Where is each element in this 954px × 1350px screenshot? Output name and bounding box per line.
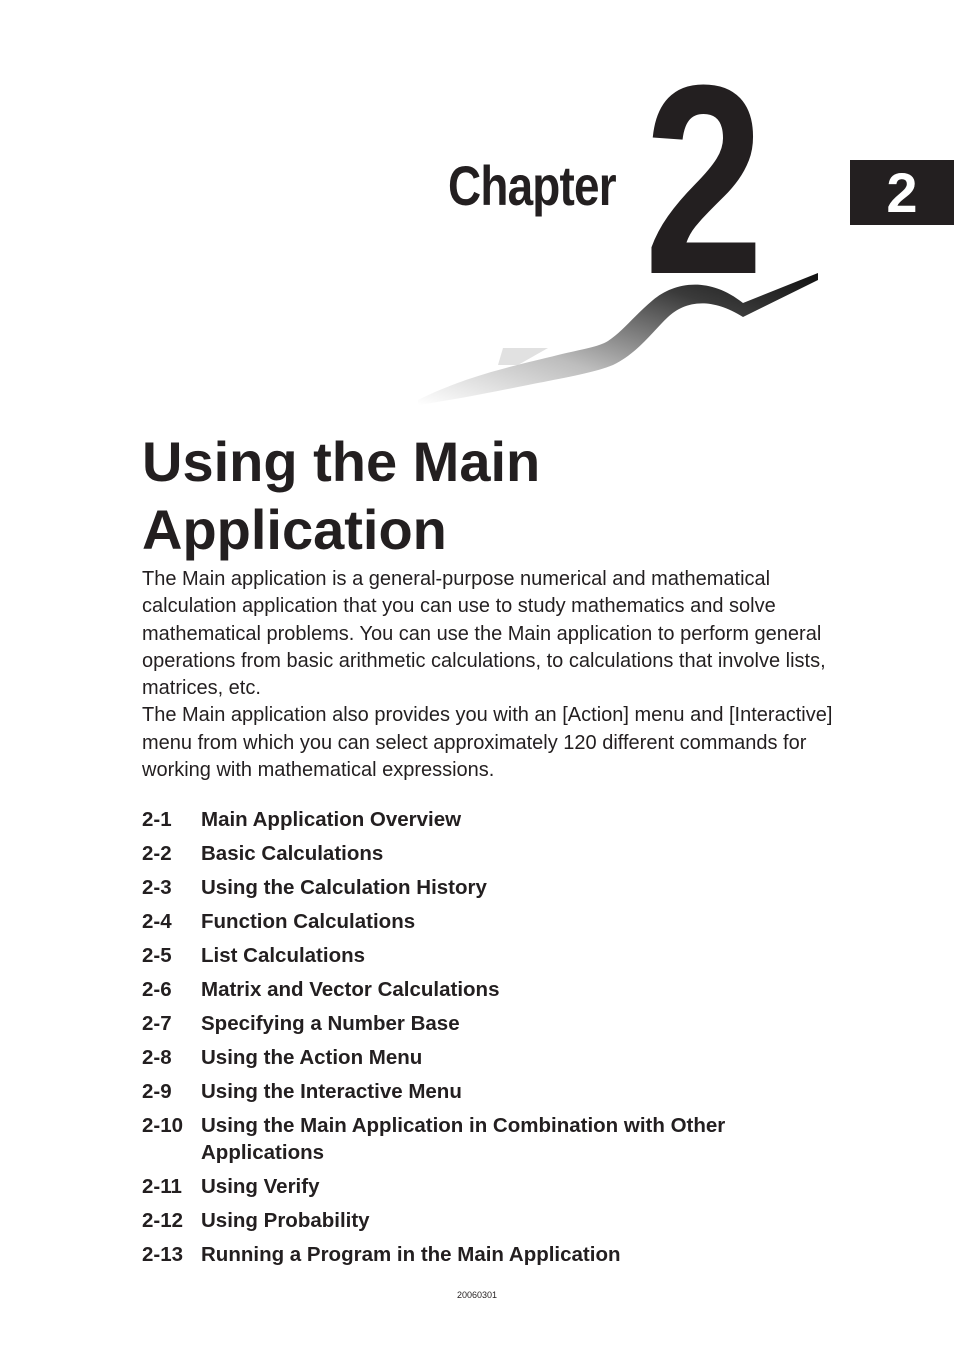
toc-item[interactable] [142,1241,862,1268]
page-title [142,428,842,564]
toc-item-number: 2-1 [142,808,172,831]
toc-item[interactable] [142,1010,862,1037]
toc-item-number: 2-8 [142,1046,172,1069]
toc-item[interactable] [142,942,862,969]
toc-item-title: Using Probability [201,1209,370,1232]
page-title-line-1: Using the Main [142,430,541,493]
toc-item-title: Using the Calculation History [201,876,487,899]
toc-item[interactable] [142,976,862,1003]
toc-item-title: Running a Program in the Main Application [201,1243,621,1266]
page-title-line-2: Application [142,498,447,561]
toc-item[interactable] [142,1044,862,1071]
toc-item-number: 2-9 [142,1080,172,1103]
toc-item-number: 2-2 [142,842,172,865]
toc-item-title: Using the Action Menu [201,1046,423,1069]
intro-paragraph-2: The Main application also provides you with an [Action] menu and [Interactive] menu from which you can select approximately 120 different commands for working with mathematical expressions. [142,704,833,782]
toc-item[interactable] [142,874,862,901]
toc-item-number: 2-11 [142,1175,182,1198]
toc-item-number: 2-3 [142,876,172,899]
chapter-label: Chapter [448,154,616,217]
toc-item-title: Basic Calculations [201,842,384,865]
toc-item-title: Specifying a Number Base [201,1012,460,1035]
toc-item-number: 2-10 [142,1114,184,1137]
chapter-number-art [408,55,838,410]
toc-item[interactable] [142,806,862,833]
toc-item[interactable] [142,908,862,935]
toc-item-title: Using the Main Application in Combination with Other Applications [201,1114,726,1164]
toc-item[interactable] [142,1112,761,1166]
footer-code: 20060301 [456,1290,498,1300]
toc-item-number: 2-13 [142,1243,184,1266]
toc-item[interactable] [142,840,862,867]
toc-item-number: 2-4 [142,910,172,933]
chapter-number: 2 [644,55,764,331]
toc-item-number: 2-5 [142,944,172,967]
toc-item[interactable] [142,1078,862,1105]
toc-item-title: Using the Interactive Menu [201,1080,462,1103]
table-of-contents [142,806,862,1275]
toc-item[interactable] [142,1207,862,1234]
toc-item-title: List Calculations [201,944,366,967]
toc-item-number: 2-12 [142,1209,184,1232]
intro-text [142,566,862,784]
toc-item-title: Main Application Overview [201,808,462,831]
toc-item-title: Using Verify [201,1175,320,1198]
toc-item-number: 2-6 [142,978,172,1001]
intro-paragraph-1: The Main application is a general-purpose numerical and mathematical calculation application that you can use to study mathematics and solve mathematical problems. You can use the Main application to perform general operations from basic arithmetic calculations, to calculations that involve lists, matrices, etc. [142,568,826,700]
chapter-tab-number: 2 [886,161,918,224]
toc-item-title: Matrix and Vector Calculations [201,978,500,1001]
toc-item[interactable] [142,1173,862,1200]
toc-item-title: Function Calculations [201,910,416,933]
chapter-tab [850,160,954,225]
toc-item-number: 2-7 [142,1012,172,1035]
